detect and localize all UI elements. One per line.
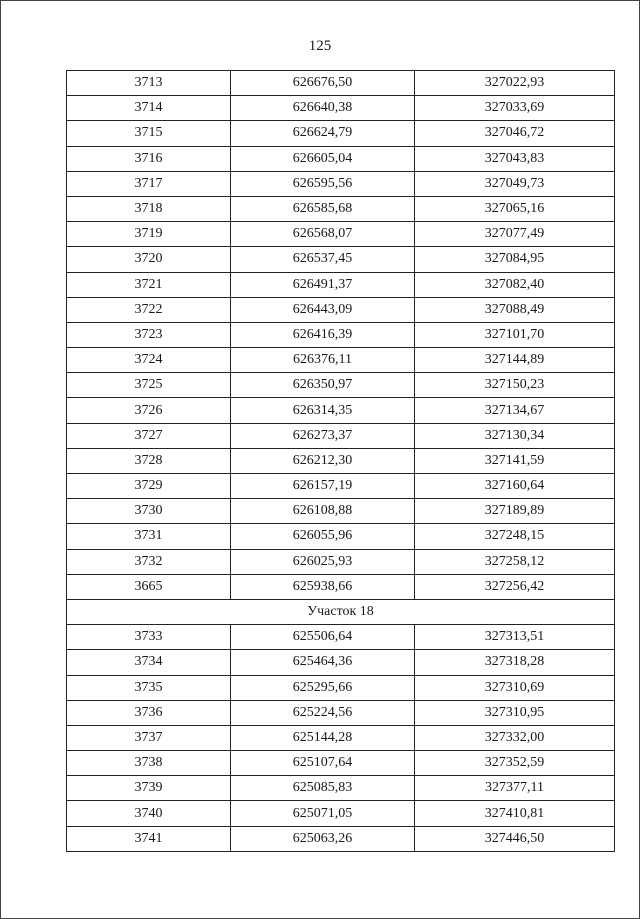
table-row <box>67 499 615 524</box>
table-row <box>67 524 615 549</box>
y-coordinate: 327318,28 <box>415 650 615 675</box>
table-row <box>67 171 615 196</box>
section-row <box>67 599 615 624</box>
x-coordinate: 625224,56 <box>231 700 415 725</box>
point-number: 3718 <box>67 196 231 221</box>
point-number: 3729 <box>67 474 231 499</box>
point-number: 3735 <box>67 675 231 700</box>
table-row <box>67 474 615 499</box>
y-coordinate: 327160,64 <box>415 474 615 499</box>
y-coordinate: 327332,00 <box>415 725 615 750</box>
y-coordinate: 327084,95 <box>415 247 615 272</box>
y-coordinate: 327033,69 <box>415 96 615 121</box>
x-coordinate: 626443,09 <box>231 297 415 322</box>
point-number: 3719 <box>67 222 231 247</box>
point-number: 3665 <box>67 574 231 599</box>
x-coordinate: 625938,66 <box>231 574 415 599</box>
x-coordinate: 625295,66 <box>231 675 415 700</box>
x-coordinate: 626108,88 <box>231 499 415 524</box>
point-number: 3732 <box>67 549 231 574</box>
table-row <box>67 297 615 322</box>
point-number: 3737 <box>67 725 231 750</box>
x-coordinate: 625085,83 <box>231 776 415 801</box>
x-coordinate: 626491,37 <box>231 272 415 297</box>
table-row <box>67 247 615 272</box>
table-row <box>67 272 615 297</box>
x-coordinate: 625107,64 <box>231 751 415 776</box>
table-row <box>67 373 615 398</box>
table-row <box>67 322 615 347</box>
point-number: 3726 <box>67 398 231 423</box>
point-number: 3740 <box>67 801 231 826</box>
x-coordinate: 626055,96 <box>231 524 415 549</box>
point-number: 3739 <box>67 776 231 801</box>
x-coordinate: 626568,07 <box>231 222 415 247</box>
point-number: 3734 <box>67 650 231 675</box>
y-coordinate: 327088,49 <box>415 297 615 322</box>
x-coordinate: 625071,05 <box>231 801 415 826</box>
y-coordinate: 327256,42 <box>415 574 615 599</box>
table-row <box>67 121 615 146</box>
y-coordinate: 327082,40 <box>415 272 615 297</box>
y-coordinate: 327258,12 <box>415 549 615 574</box>
x-coordinate: 626212,30 <box>231 448 415 473</box>
table-row <box>67 725 615 750</box>
point-number: 3741 <box>67 826 231 851</box>
table-row <box>67 650 615 675</box>
y-coordinate: 327352,59 <box>415 751 615 776</box>
y-coordinate: 327134,67 <box>415 398 615 423</box>
table-row <box>67 700 615 725</box>
table-row <box>67 776 615 801</box>
y-coordinate: 327049,73 <box>415 171 615 196</box>
point-number: 3723 <box>67 322 231 347</box>
x-coordinate: 625464,36 <box>231 650 415 675</box>
y-coordinate: 327310,69 <box>415 675 615 700</box>
table-row <box>67 146 615 171</box>
point-number: 3725 <box>67 373 231 398</box>
x-coordinate: 626605,04 <box>231 146 415 171</box>
y-coordinate: 327150,23 <box>415 373 615 398</box>
page-number: 125 <box>308 38 332 54</box>
y-coordinate: 327310,95 <box>415 700 615 725</box>
x-coordinate: 626376,11 <box>231 348 415 373</box>
x-coordinate: 626537,45 <box>231 247 415 272</box>
x-coordinate: 626595,56 <box>231 171 415 196</box>
point-number: 3730 <box>67 499 231 524</box>
point-number: 3727 <box>67 423 231 448</box>
point-number: 3717 <box>67 171 231 196</box>
table-row <box>67 675 615 700</box>
point-number: 3738 <box>67 751 231 776</box>
point-number: 3733 <box>67 625 231 650</box>
y-coordinate: 327065,16 <box>415 196 615 221</box>
y-coordinate: 327022,93 <box>415 71 615 96</box>
x-coordinate: 626273,37 <box>231 423 415 448</box>
table-body-part1 <box>67 71 615 600</box>
table-row <box>67 751 615 776</box>
x-coordinate: 626350,97 <box>231 373 415 398</box>
x-coordinate: 626025,93 <box>231 549 415 574</box>
point-number: 3713 <box>67 71 231 96</box>
point-number: 3731 <box>67 524 231 549</box>
table-row <box>67 549 615 574</box>
x-coordinate: 626624,79 <box>231 121 415 146</box>
point-number: 3736 <box>67 700 231 725</box>
y-coordinate: 327446,50 <box>415 826 615 851</box>
y-coordinate: 327141,59 <box>415 448 615 473</box>
y-coordinate: 327410,81 <box>415 801 615 826</box>
y-coordinate: 327130,34 <box>415 423 615 448</box>
x-coordinate: 625063,26 <box>231 826 415 851</box>
y-coordinate: 327046,72 <box>415 121 615 146</box>
table-row <box>67 222 615 247</box>
x-coordinate: 626585,68 <box>231 196 415 221</box>
section-title: Участок 18 <box>67 599 615 624</box>
x-coordinate: 626157,19 <box>231 474 415 499</box>
point-number: 3721 <box>67 272 231 297</box>
point-number: 3714 <box>67 96 231 121</box>
table-row <box>67 423 615 448</box>
point-number: 3715 <box>67 121 231 146</box>
x-coordinate: 625144,28 <box>231 725 415 750</box>
table-row <box>67 574 615 599</box>
x-coordinate: 626416,39 <box>231 322 415 347</box>
coordinates-table <box>66 70 615 852</box>
table-row <box>67 71 615 96</box>
y-coordinate: 327189,89 <box>415 499 615 524</box>
y-coordinate: 327248,15 <box>415 524 615 549</box>
table-row <box>67 96 615 121</box>
point-number: 3720 <box>67 247 231 272</box>
y-coordinate: 327101,70 <box>415 322 615 347</box>
table-row <box>67 398 615 423</box>
table-row <box>67 448 615 473</box>
y-coordinate: 327377,11 <box>415 776 615 801</box>
y-coordinate: 327077,49 <box>415 222 615 247</box>
table-row <box>67 826 615 851</box>
y-coordinate: 327144,89 <box>415 348 615 373</box>
table-row <box>67 801 615 826</box>
x-coordinate: 626314,35 <box>231 398 415 423</box>
table-row <box>67 625 615 650</box>
point-number: 3722 <box>67 297 231 322</box>
x-coordinate: 626676,50 <box>231 71 415 96</box>
point-number: 3716 <box>67 146 231 171</box>
x-coordinate: 626640,38 <box>231 96 415 121</box>
point-number: 3728 <box>67 448 231 473</box>
table-row <box>67 348 615 373</box>
table-body-part2 <box>67 625 615 852</box>
y-coordinate: 327313,51 <box>415 625 615 650</box>
x-coordinate: 625506,64 <box>231 625 415 650</box>
y-coordinate: 327043,83 <box>415 146 615 171</box>
table-row <box>67 196 615 221</box>
section-header <box>67 599 615 624</box>
point-number: 3724 <box>67 348 231 373</box>
